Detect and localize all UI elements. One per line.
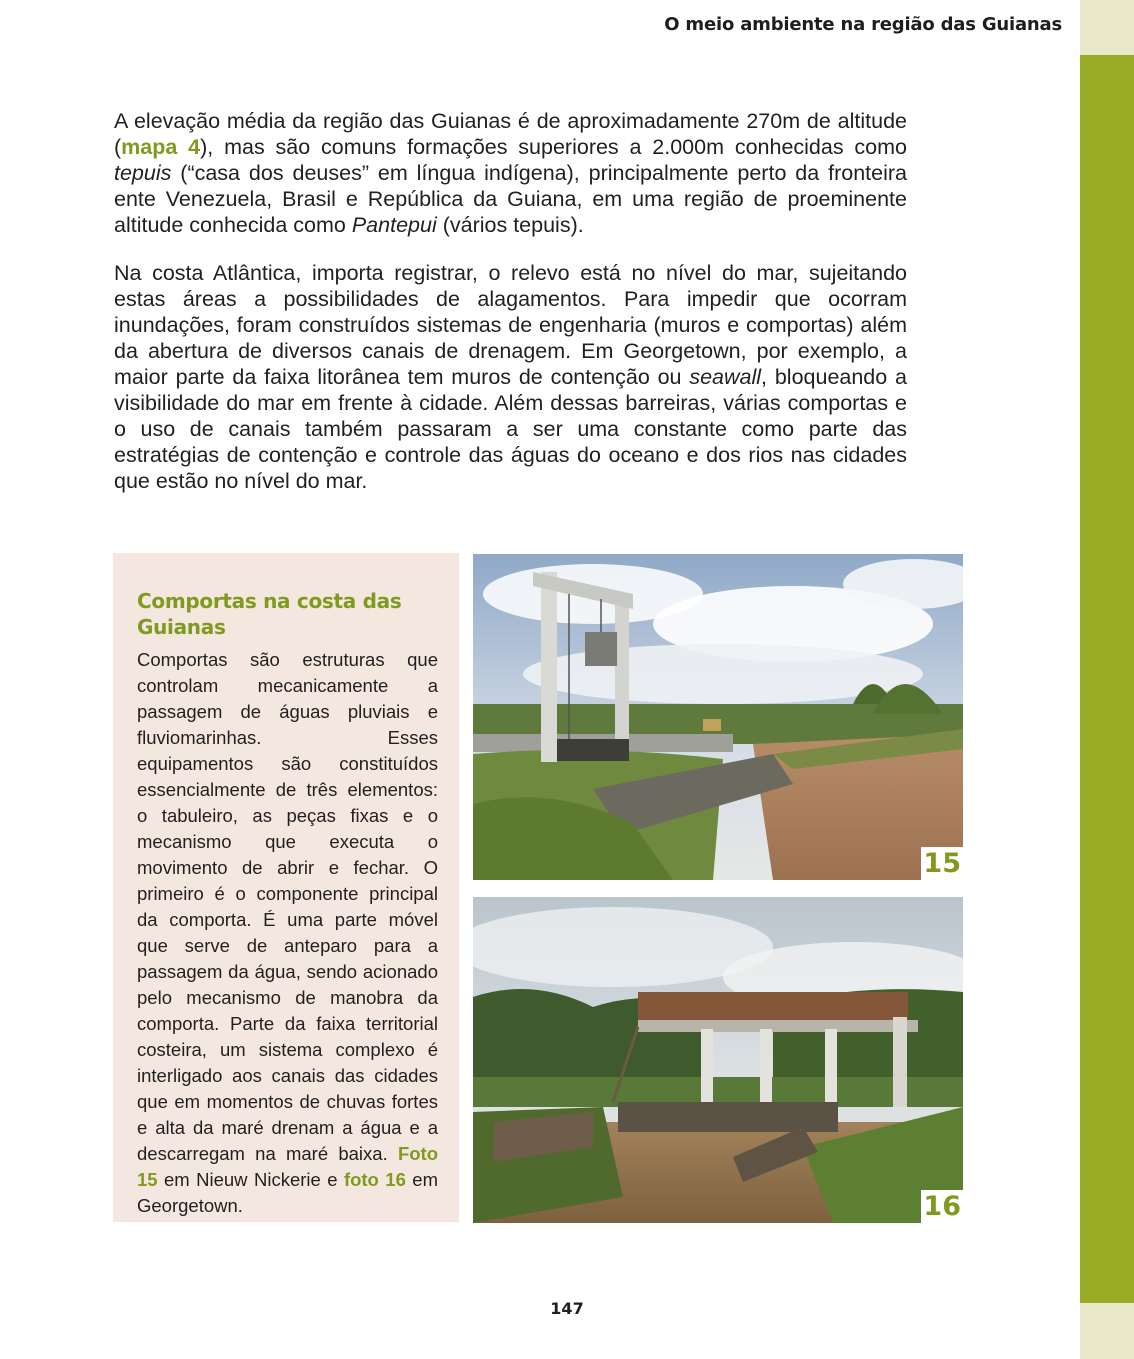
- side-strip-top: [1080, 0, 1134, 55]
- map-reference: mapa 4: [121, 135, 201, 159]
- italic-term: tepuis: [114, 161, 172, 185]
- text-run: em Nieuw Nickerie e: [157, 1169, 344, 1190]
- photo-number-label: 15: [921, 847, 963, 880]
- text-run: A elevação média da região das Guianas é de aproximadamente 270m de altitude (: [114, 109, 907, 159]
- photo-15-sluice-gate: [473, 554, 963, 880]
- text-run: em Georgetown.: [137, 1169, 439, 1216]
- sidebar-box: [113, 553, 459, 1222]
- text-run: Na costa Atlântica, importa registrar, o relevo está no nível do mar, sujeitando estas áreas a possibilidades de alagamentos. Para impedir que ocorram inundações, foram construídos sistemas de engenharia (muros e comportas) além da abertura de diversos canais de drenagem. Em Georgetown, por exemplo, a maior parte da faixa litorânea tem muros de contenção ou: [114, 261, 907, 389]
- running-title: O meio ambiente na região das Guianas: [664, 14, 1062, 35]
- photo-16-image: [473, 897, 963, 1223]
- photo-16-sluice-gate: [473, 897, 963, 1223]
- text-run: (vários tepuis).: [436, 213, 584, 237]
- italic-term: seawall: [689, 365, 762, 389]
- text-run: ), mas são comuns formações superiores a 2.000m conhecidas como: [200, 135, 907, 159]
- paragraph-coast: [114, 260, 907, 494]
- paragraph-elevation: [114, 108, 907, 238]
- page-number: 147: [550, 1299, 584, 1318]
- photo-reference: Foto 15: [137, 1143, 438, 1190]
- photo-reference: foto 16: [343, 1169, 406, 1190]
- text-run: , bloqueando a visibilidade do mar em frente à cidade. Além dessas barreiras, várias comportas e o uso de canais também passaram a ser uma constante como parte das estratégias de contenção e controle das águas do oceano e dos rios nas cidades que estão no nível do mar.: [114, 365, 907, 493]
- sidebar-text: [137, 647, 438, 1219]
- photo-number-label: 16: [921, 1190, 963, 1223]
- text-run: (“casa dos deuses” em língua indígena), principalmente perto da fronteira ente Venezuela, Brasil e República da Guiana, em uma região de proeminente altitude conhecida como: [114, 161, 907, 237]
- side-strip-green: [1080, 55, 1134, 1303]
- text-run: Comportas são estruturas que controlam mecanicamente a passagem de águas pluviais e fluviomarinhas. Esses equipamentos são constituídos essencialmente de três elementos: o tabuleiro, as peças fixas e o mecanismo que executa o movimento de abrir e fechar. O primeiro é o componente principal da comporta. É uma parte móvel que serve de anteparo para a passagem da água, sendo acionado pelo mecanismo de manobra da comporta. Parte da faixa territorial costeira, um sistema complexo é interligado aos canais das cidades que em momentos de chuvas fortes e alta da maré drenam a água e a descarregam na maré baixa.: [137, 649, 438, 1164]
- sidebar-title: Comportas na costa das Guianas: [137, 589, 402, 639]
- photo-15-image: [473, 554, 963, 880]
- italic-term: Pantepui: [351, 213, 437, 237]
